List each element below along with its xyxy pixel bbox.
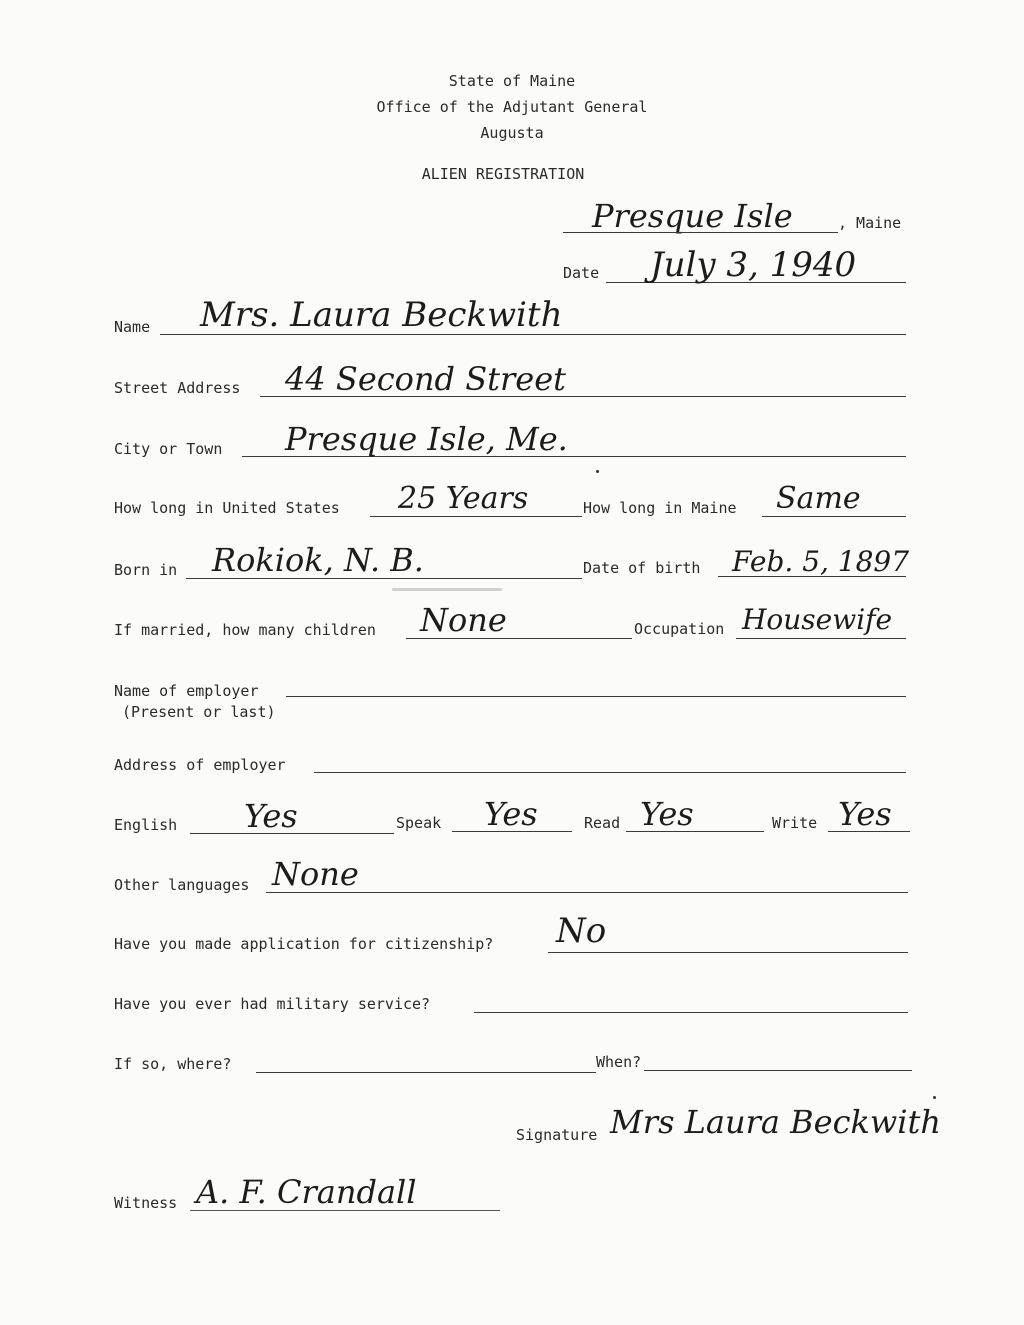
how-long-us-line (370, 516, 582, 517)
street-address-label: Street Address (114, 379, 241, 397)
children-value: None (420, 601, 507, 639)
speak-label: Speak (396, 814, 442, 832)
witness-label: Witness (114, 1194, 178, 1212)
write-value: Yes (838, 795, 892, 833)
employer-address-line (314, 772, 906, 773)
read-label: Read (584, 814, 621, 832)
date-label: Date (563, 264, 600, 282)
street-address-value: 44 Second Street (285, 360, 567, 398)
military-label: Have you ever had military service? (114, 995, 431, 1013)
where-label: If so, where? (114, 1055, 232, 1073)
name-value: Mrs. Laura Beckwith (200, 295, 563, 335)
witness-line (190, 1210, 500, 1211)
header-city: Augusta (480, 124, 544, 142)
how-long-maine-line (762, 516, 906, 517)
pencil-mark (392, 588, 502, 591)
employer-name-label: Name of employer (114, 682, 259, 700)
place-line (563, 232, 838, 233)
other-languages-value: None (272, 855, 359, 893)
where-line (256, 1072, 596, 1073)
when-label: When? (596, 1053, 642, 1071)
write-label: Write (772, 814, 818, 832)
citizenship-line (548, 952, 908, 953)
employer-name-sublabel: (Present or last) (122, 703, 276, 721)
citizenship-label: Have you made application for citizenship? (114, 935, 494, 953)
employer-name-line (286, 696, 906, 697)
signature-label: Signature (516, 1126, 598, 1144)
city-label: City or Town (114, 440, 223, 458)
occupation-value: Housewife (742, 603, 893, 636)
employer-address-label: Address of employer (114, 756, 286, 774)
header-office: Office of the Adjutant General (376, 98, 648, 116)
other-languages-line (266, 892, 908, 893)
ink-dot-2 (933, 1096, 936, 1099)
children-label: If married, how many children (114, 621, 376, 639)
citizenship-value: No (556, 911, 607, 951)
date-of-birth-value: Feb. 5, 1897 (732, 545, 910, 578)
header-state: State of Maine (448, 72, 576, 90)
when-line (644, 1070, 912, 1071)
place-suffix: , Maine (838, 214, 902, 232)
military-line (474, 1012, 908, 1013)
born-in-label: Born in (114, 561, 178, 579)
date-of-birth-label: Date of birth (583, 559, 701, 577)
occupation-label: Occupation (634, 620, 725, 638)
how-long-maine-label: How long in Maine (583, 499, 737, 517)
witness-value: A. F. Crandall (196, 1173, 417, 1211)
read-value: Yes (640, 795, 694, 833)
name-label: Name (114, 318, 151, 336)
city-value: Presque Isle, Me. (285, 420, 568, 458)
other-languages-label: Other languages (114, 876, 250, 894)
signature-value: Mrs Laura Beckwith (610, 1103, 941, 1141)
speak-value: Yes (484, 795, 538, 833)
ink-dot (596, 470, 599, 473)
born-in-value: Rokiok, N. B. (212, 541, 424, 579)
how-long-us-value: 25 Years (398, 481, 529, 516)
place-value: Presque Isle (592, 197, 793, 235)
form-title: ALIEN REGISTRATION (421, 165, 585, 183)
english-value: Yes (244, 797, 298, 835)
occupation-line (736, 638, 906, 639)
how-long-us-label: How long in United States (114, 499, 340, 517)
english-label: English (114, 816, 178, 834)
how-long-maine-value: Same (776, 481, 861, 516)
date-value: July 3, 1940 (650, 245, 857, 285)
